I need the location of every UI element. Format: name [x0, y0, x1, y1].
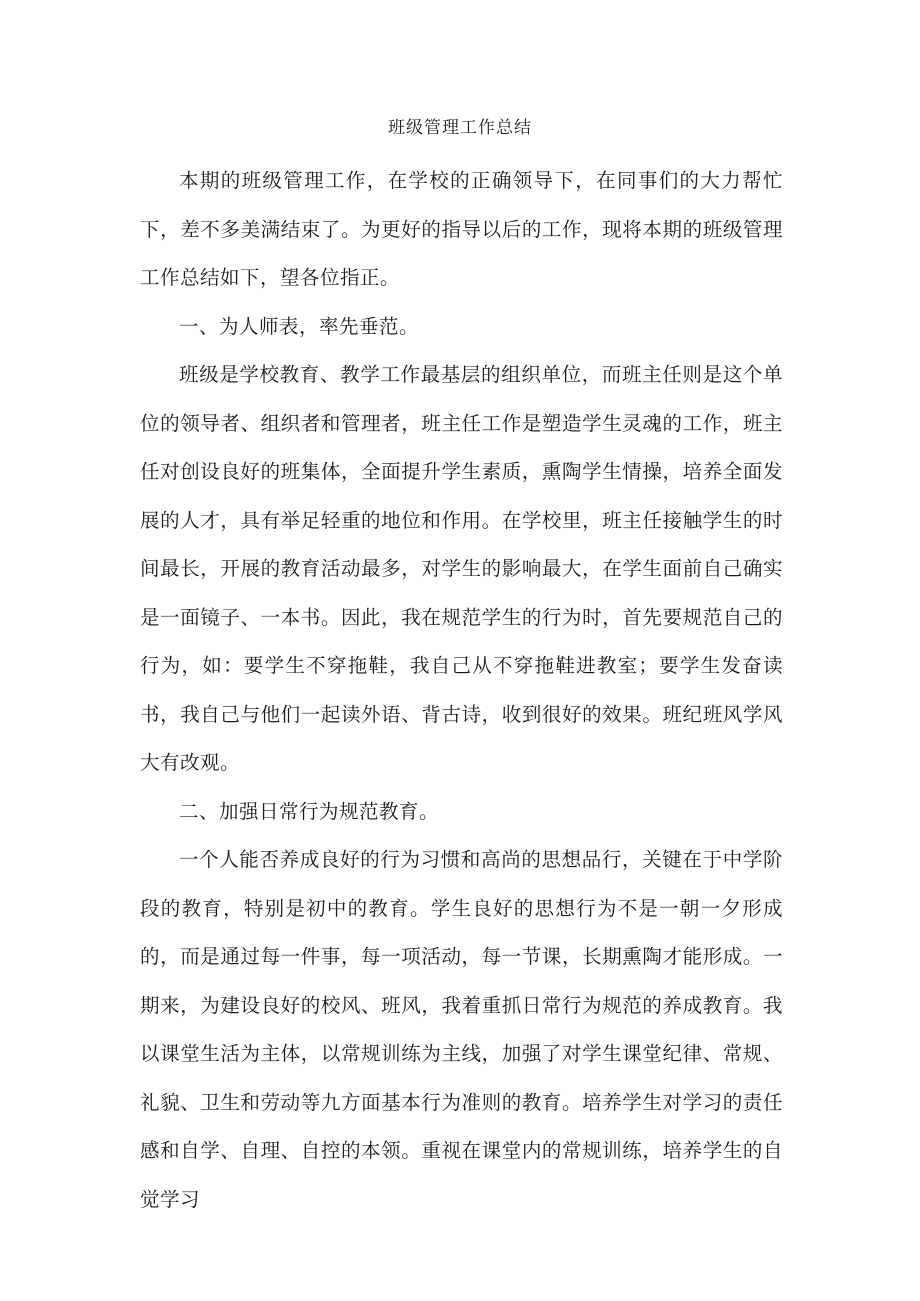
section-heading-1: 一、为人师表，率先垂范。 [179, 314, 420, 338]
document-body [140, 157, 783, 1224]
intro-paragraph: 本期的班级管理工作，在学校的正确领导下，在同事们的大力帮忙下，差不多美满结束了。为更好的指导以后的工作，现将本期的班级管理工作总结如下，望各位指正。 [140, 169, 783, 289]
section-1-paragraph: 班级是学校教育、教学工作最基层的组织单位，而班主任则是这个单位的领导者、组织者和管理者，班主任工作是塑造学生灵魂的工作，班主任对创设良好的班集体，全面提升学生素质，熏陶学生情操，培养全面发展的人才，具有举足轻重的地位和作用。在学校里，班主任接触学生的时间最长，开展的教育活动最多，对学生的影响最大，在学生面前自己确实是一面镜子、一本书。因此，我在规范学生的行为时，首先要规范自己的行为，如：要学生不穿拖鞋，我自己从不穿拖鞋进教室；要学生发奋读书，我自己与他们一起读外语、背古诗，收到很好的效果。班纪班风学风大有改观。 [140, 363, 783, 774]
document-title: 班级管理工作总结 [388, 118, 532, 138]
section-2-paragraph: 一个人能否养成良好的行为习惯和高尚的思想品行，关键在于中学阶段的教育，特别是初中的教育。学生良好的思想行为不是一朝一夕形成的，而是通过每一件事，每一项活动，每一节课，长期熏陶才能形成。一期来，为建设良好的校风、班风，我着重抓日常行为规范的养成教育。我以课堂生活为主体，以常规训练为主线，加强了对学生课堂纪律、常规、礼貌、卫生和劳动等九方面基本行为准则的教育。培养学生对学习的责任感和自学、自理、自控的本领。重视在课堂内的常规训练，培养学生的自觉学习 [140, 848, 783, 1211]
section-heading-2: 二、加强日常行为规范教育。 [179, 799, 440, 823]
